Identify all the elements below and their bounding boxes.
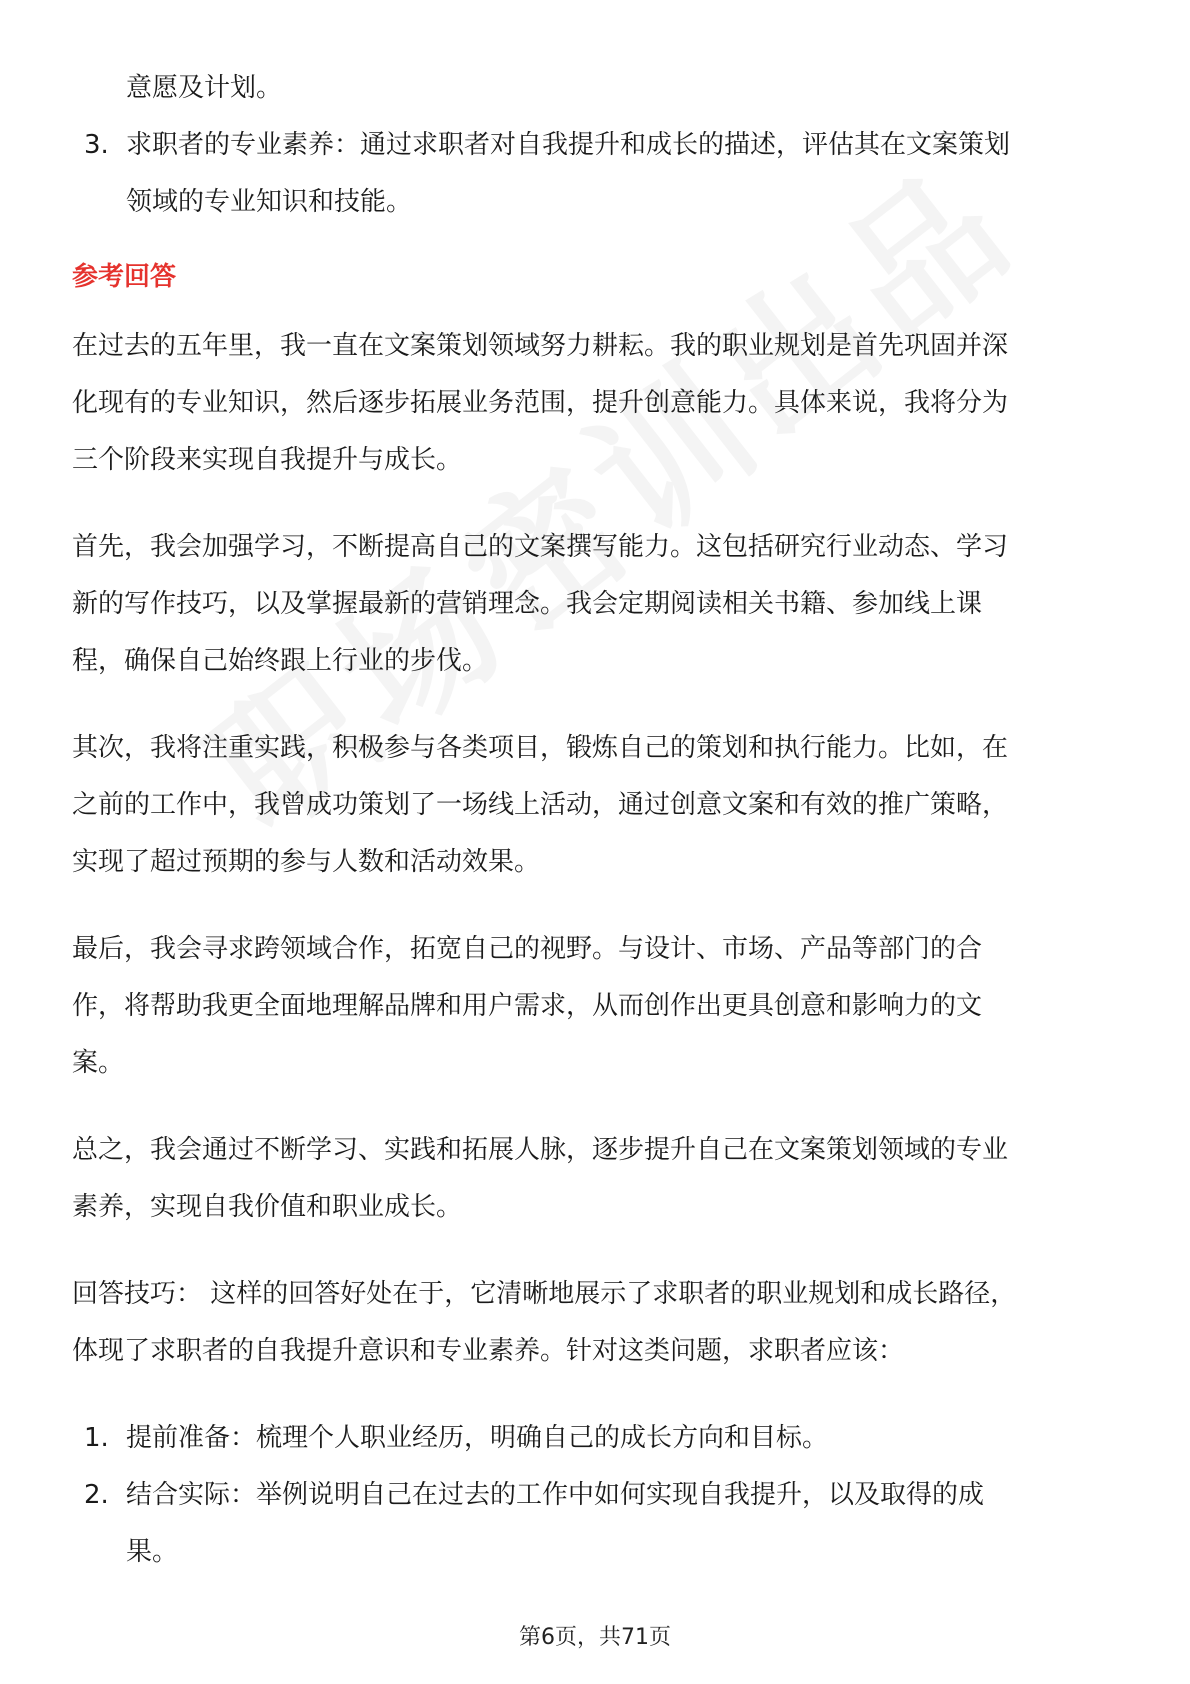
- list-item-line: 结合实际：举例说明自己在过去的工作中如何实现自我提升，以及取得的成: [126, 1480, 985, 1510]
- answer-paragraphs: [72, 318, 1122, 1380]
- paragraph-line: 最后，我会寻求跨领域合作，拓宽自己的视野。与设计、市场、产品等部门的合: [72, 934, 983, 964]
- paragraph: [72, 921, 1122, 1092]
- paragraph-line: 素养，实现自我价值和职业成长。: [72, 1192, 463, 1222]
- paragraph-line: 实现了超过预期的参与人数和活动效果。: [72, 847, 541, 877]
- document-body: [72, 60, 1122, 1581]
- paragraph: [72, 318, 1122, 489]
- paragraph-line: 新的写作技巧，以及掌握最新的营销理念。我会定期阅读相关书籍、参加线上课: [72, 589, 983, 619]
- paragraph: [72, 519, 1122, 690]
- section-heading: 参考回答: [72, 262, 177, 292]
- paragraph-line: 在过去的五年里，我一直在文案策划领域努力耕耘。我的职业规划是首先巩固并深: [72, 331, 1009, 361]
- paragraph-line: 体现了求职者的自我提升意识和专业素养。针对这类问题，求职者应该：: [72, 1336, 905, 1366]
- tip-item: [72, 1467, 1122, 1581]
- page-footer: 第6页，共71页: [519, 1625, 671, 1650]
- list-item-line: 求职者的专业素养：通过求职者对自我提升和成长的描述，评估其在文案策划: [126, 130, 1011, 160]
- paragraph-line: 程，确保自己始终跟上行业的步伐。: [72, 646, 489, 676]
- paragraph-line: 三个阶段来实现自我提升与成长。: [72, 445, 463, 475]
- list-number: 2.: [84, 1480, 109, 1510]
- list-number: 1.: [84, 1423, 109, 1453]
- list-item-line: 领域的专业知识和技能。: [126, 187, 413, 217]
- paragraph-line: 之前的工作中，我曾成功策划了一场线上活动，通过创意文案和有效的推广策略，: [72, 790, 1009, 820]
- list-item-line: 提前准备：梳理个人职业经历，明确自己的成长方向和目标。: [126, 1423, 829, 1453]
- list-item-line: 果。: [126, 1537, 179, 1567]
- top-fragment: [72, 60, 1122, 117]
- paragraph-line: 首先，我会加强学习，不断提高自己的文案撰写能力。这包括研究行业动态、学习: [72, 532, 1009, 562]
- tips-list: [72, 1410, 1122, 1581]
- paragraph-line: 化现有的专业知识，然后逐步拓展业务范围，提升创意能力。具体来说，我将分为: [72, 388, 1009, 418]
- paragraph-line: 案。: [72, 1048, 125, 1078]
- paragraph-line: 作，将帮助我更全面地理解品牌和用户需求，从而创作出更具创意和影响力的文: [72, 991, 983, 1021]
- paragraph-line: 其次，我将注重实践，积极参与各类项目，锻炼自己的策划和执行能力。比如，在: [72, 733, 1009, 763]
- tip-item: [72, 1410, 1122, 1467]
- paragraph: [72, 1266, 1122, 1380]
- paragraph: [72, 1122, 1122, 1236]
- top-fragment-text: 意愿及计划。: [126, 73, 283, 103]
- evaluation-item-3: [72, 117, 1122, 231]
- paragraph-line: 回答技巧： 这样的回答好处在于，它清晰地展示了求职者的职业规划和成长路径，: [72, 1279, 1017, 1309]
- paragraph-line: 总之，我会通过不断学习、实践和拓展人脉，逐步提升自己在文案策划领域的专业: [72, 1135, 1009, 1165]
- list-number: 3.: [84, 130, 109, 160]
- paragraph: [72, 720, 1122, 891]
